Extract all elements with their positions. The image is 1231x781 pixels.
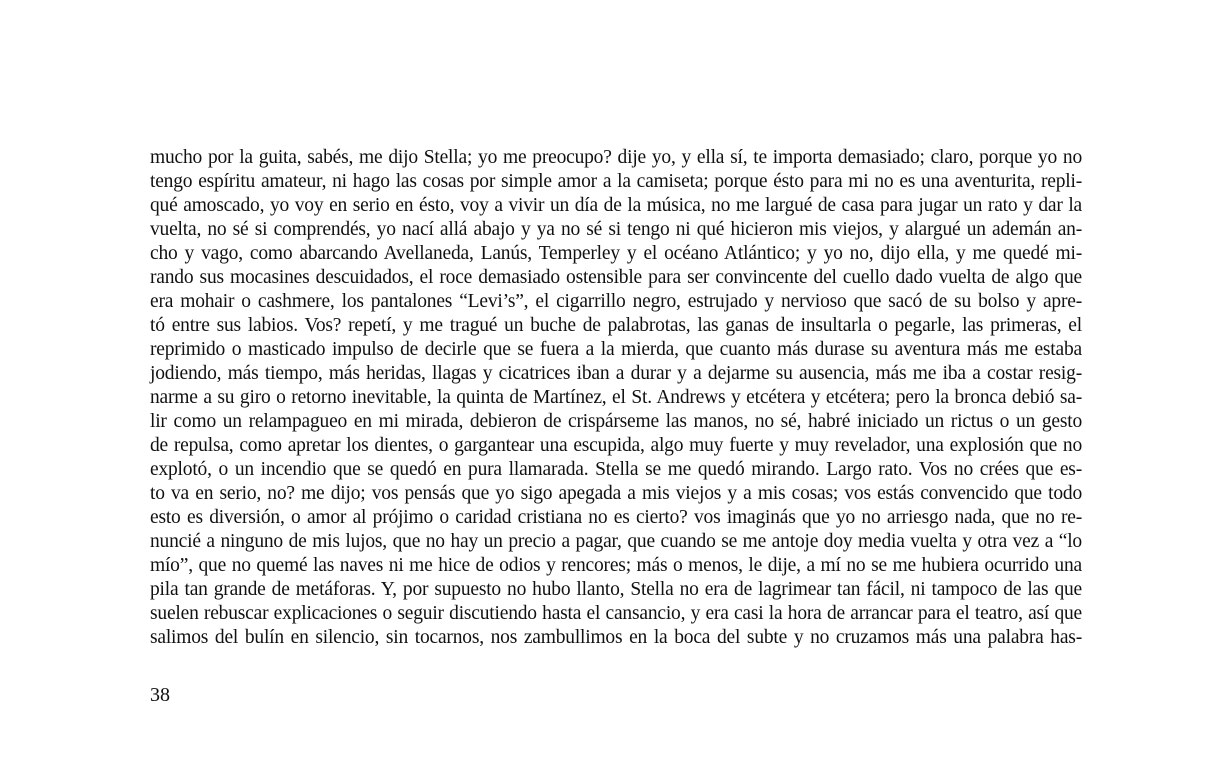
text-line: narme a su giro o retorno inevitable, la quinta de Martínez, el St. Andrews y etcétera y etcétera; pero la bronca debió sa-: [150, 387, 1082, 408]
text-line: qué amoscado, yo voy en serio en ésto, voy a vivir un día de la música, no me largué de casa para jugar un rato y dar la: [150, 195, 1082, 216]
text-line: vuelta, no sé si comprendés, yo nací allá abajo y ya no sé si tengo ni qué hicieron mis viejos, y alargué un ademán an-: [150, 219, 1082, 240]
text-line: rando sus mocasines descuidados, el roce demasiado ostensible para ser convincente del cuello dado vuelta de algo que: [150, 267, 1082, 288]
text-line: lir como un relampagueo en mi mirada, debieron de crispárseme las manos, no sé, habré iniciado un rictus o un gesto: [150, 411, 1082, 432]
text-line: mío”, que no quemé las naves ni me hice de odios y rencores; más o menos, le dije, a mí no se me hubiera ocurrido una: [150, 555, 1082, 576]
text-line: suelen rebuscar explicaciones o seguir discutiendo hasta el cansancio, y era casi la hora de arrancar para el teatro, así que: [150, 603, 1082, 624]
text-line: salimos del bulín en silencio, sin tocarnos, nos zambullimos en la boca del subte y no cruzamos más una palabra has-: [150, 627, 1082, 648]
text-line: pila tan grande de metáforas. Y, por supuesto no hubo llanto, Stella no era de lagrimear tan fácil, ni tampoco de las que: [150, 579, 1082, 600]
page-number: 38: [150, 684, 170, 706]
text-line: tengo espíritu amateur, ni hago las cosas por simple amor a la camiseta; porque ésto para mi no es una aventurita, repli-: [150, 171, 1082, 192]
text-line: mucho por la guita, sabés, me dijo Stella; yo me preocupo? dije yo, y ella sí, te importa demasiado; claro, porque yo no: [150, 147, 1082, 168]
text-line: tó entre sus labios. Vos? repetí, y me tragué un buche de palabrotas, las ganas de insultarla o pegarle, las primeras, el: [150, 315, 1082, 336]
text-line: explotó, o un incendio que se quedó en pura llamarada. Stella se me quedó mirando. Largo rato. Vos no crées que es-: [150, 459, 1082, 480]
text-line: jodiendo, más tiempo, más heridas, llagas y cicatrices iban a durar y a dejarme su ausencia, más me iba a costar resig-: [150, 363, 1082, 384]
text-line: cho y vago, como abarcando Avellaneda, Lanús, Temperley y el océano Atlántico; y yo no, dijo ella, y me quedé mi-: [150, 243, 1082, 264]
text-line: era mohair o cashmere, los pantalones “Levi’s”, el cigarrillo negro, estrujado y nervioso que sacó de su bolso y apre-: [150, 291, 1082, 312]
text-line: to va en serio, no? me dijo; vos pensás que yo sigo apegada a mis viejos y a mis cosas; vos estás convencido que todo: [150, 483, 1082, 504]
text-line: esto es diversión, o amor al prójimo o caridad cristiana no es cierto? vos imaginás que yo no arriesgo nada, que no re-: [150, 507, 1082, 528]
body-text: [150, 146, 1082, 650]
text-line: reprimido o masticado impulso de decirle que se fuera a la mierda, que cuanto más durase su aventura más me estaba: [150, 339, 1082, 360]
text-line: nuncié a ninguno de mis lujos, que no hay un precio a pagar, que cuando se me antoje doy media vuelta y otra vez a “lo: [150, 531, 1082, 552]
text-line: de repulsa, como apretar los dientes, o gargantear una escupida, algo muy fuerte y muy revelador, una explosión que no: [150, 435, 1082, 456]
